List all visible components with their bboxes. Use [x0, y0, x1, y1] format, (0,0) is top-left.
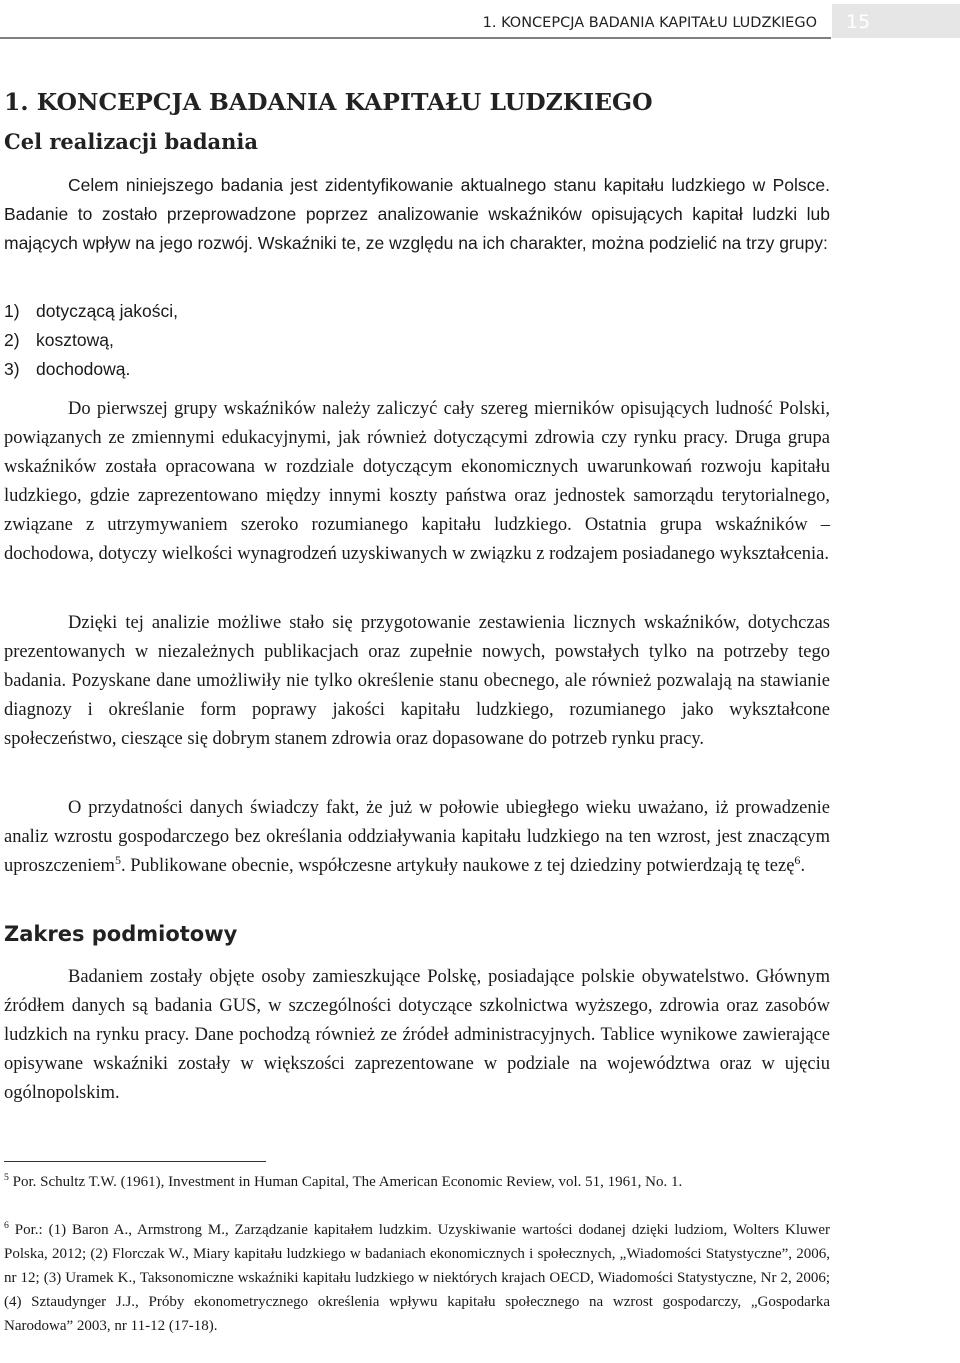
footnote-separator: [4, 1161, 266, 1162]
paragraph-usefulness: [4, 794, 830, 881]
list-item-number: 2): [4, 330, 20, 350]
paragraph-usefulness-text: . Publikowane obecnie, współczesne artykuły naukowe z tej dziedziny potwierdzają tę tezę: [120, 856, 795, 876]
footnote-5: [4, 1170, 830, 1194]
footnote-ref-6[interactable]: 6: [794, 852, 801, 867]
paragraph-analysis: Dzięki tej analizie możliwe stało się przygotowanie zestawienia licznych wskaźników, dotychczas prezentowanych w niezależnych publikacjach oraz zupełnie nowych, powstałych tylko na potrzeby tego badania. Pozyskane dane umożliwiły nie tylko określenie stanu obecnego, ale również pozwalają na stawianie diagnozy i określanie form poprawy jakości kapitału ludzkiego, rozumianego jako wykształcone społeczeństwo, cieszące się dobrym stanem zdrowia oraz dopasowane do potrzeb rynku pracy.: [4, 613, 830, 749]
section-heading-goal: Cel realizacji badania: [4, 129, 258, 154]
footnote-6: [4, 1218, 830, 1338]
page-number-box: [832, 4, 960, 38]
footnote-mark: 5: [4, 1172, 9, 1183]
chapter-heading: 1. KONCEPCJA BADANIA KAPITAŁU LUDZKIEGO: [4, 88, 653, 116]
list-item: [4, 355, 178, 384]
footnote-mark: 6: [4, 1220, 9, 1231]
indicator-groups-list: [4, 297, 178, 384]
paragraph-intro: Celem niniejszego badania jest zidentyfikowanie aktualnego stanu kapitału ludzkiego w Polsce. Badanie to zostało przeprowadzone poprzez analizowanie wskaźników opisujących kapitał ludzki lub mających wpływ na jego rozwój. Wskaźniki te, ze względu na ich charakter, można podzielić na trzy grupy:: [4, 175, 830, 253]
list-item: [4, 297, 178, 326]
list-item-text: dotyczącą jakości,: [36, 301, 179, 321]
section-heading-scope: Zakres podmiotowy: [4, 922, 238, 946]
running-header-title: 1. KONCEPCJA BADANIA KAPITAŁU LUDZKIEGO: [482, 15, 817, 31]
list-item-number: 1): [4, 301, 20, 321]
list-item: [4, 326, 178, 355]
paragraph-usefulness-text: O przydatności danych świadczy fakt, że już w połowie ubiegłego wieku uważano, iż prowadzenie analiz wzrostu gospodarczego bez określania oddziaływania kapitału ludzkiego na ten wzrost, jest znaczącym uproszczeniem: [4, 798, 830, 876]
list-item-text: dochodową.: [36, 359, 131, 379]
footnote-ref-5[interactable]: 5: [114, 852, 121, 867]
header-rule: [0, 37, 831, 39]
page-number: 15: [846, 11, 871, 33]
list-item-number: 3): [4, 359, 20, 379]
footnote-text: Por.: (1) Baron A., Armstrong M., Zarządzanie kapitałem ludzkim. Uzyskiwanie wartości dodanej dzięki ludziom, Wolters Kluwer Polska, 2012; (2) Florczak W., Miary kapitału ludzkiego w badaniach ekonomicznych i społecznych, „Wiadomości Statystyczne”, 2006, nr 12; (3) Uramek K., Taksonomiczne wskaźniki kapitału ludzkiego w niektórych krajach OECD, Wiadomości Statystyczne, Nr 2, 2006; (4) Sztaudynger J.J., Próby ekonometrycznego określenia wpływu kapitału społecznego na wzrost gospodarczy, „Gospodarka Narodowa” 2003, nr 11-12 (17-18).: [4, 1222, 831, 1334]
paragraph-scope: Badaniem zostały objęte osoby zamieszkujące Polskę, posiadające polskie obywatelstwo. Głównym źródłem danych są badania GUS, w szczególności dotyczące szkolnictwa wyższego, zdrowia oraz zasobów ludzkich na rynku pracy. Dane pochodzą również ze źródeł administracyjnych. Tablice wynikowe zawierające opisywane wskaźniki zostały w większości zaprezentowane w podziale na województwa oraz w ujęciu ogólnopolskim.: [4, 967, 830, 1103]
paragraph-usefulness-text: .: [800, 856, 806, 876]
footnote-text: Por. Schultz T.W. (1961), Investment in Human Capital, The American Economic Review, vol. 51, 1961, No. 1.: [12, 1174, 683, 1190]
list-item-text: kosztową,: [36, 330, 114, 350]
paragraph-groups: Do pierwszej grupy wskaźników należy zaliczyć cały szereg mierników opisujących ludność Polski, powiązanych ze zmiennymi edukacyjnymi, jak również dotyczącymi zdrowia czy rynku pracy. Druga grupa wskaźników została opracowana w rozdziale dotyczącym ekonomicznych uwarunkowań rozwoju kapitału ludzkiego, gdzie zaprezentowano między innymi koszty państwa oraz jednostek samorządu terytorialnego, związane z utrzymywaniem szeroko rozumianego kapitału ludzkiego. Ostatnia grupa wskaźników – dochodowa, dotyczy wielkości wynagrodzeń uzyskiwanych w związku z rodzajem posiadanego wykształcenia.: [4, 399, 830, 564]
